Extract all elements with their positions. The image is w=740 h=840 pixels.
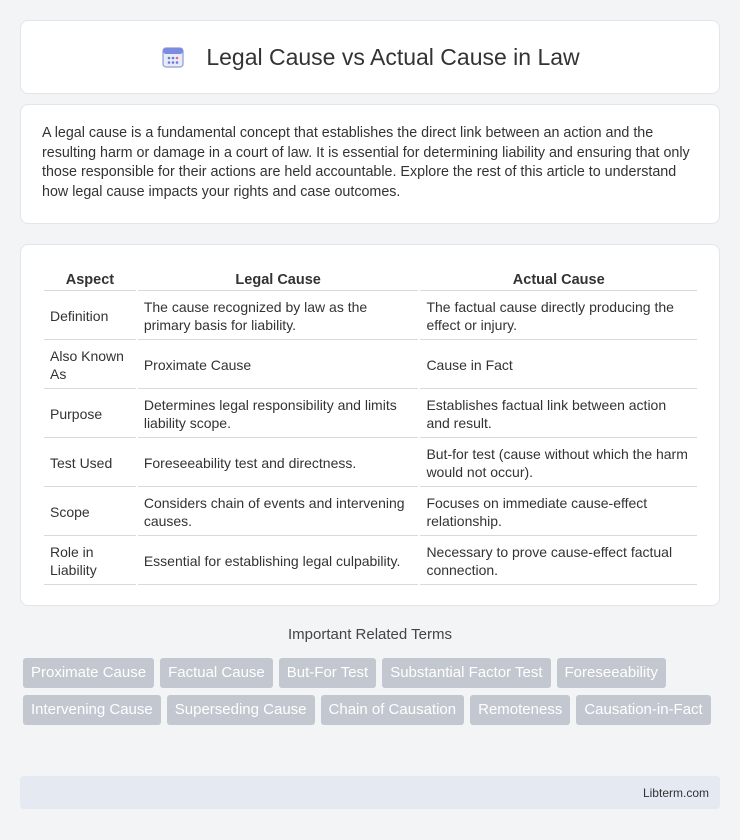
cell-actual: Cause in Fact — [420, 342, 697, 389]
footer-site-link[interactable]: Libterm.com — [642, 786, 709, 800]
term-tag[interactable]: Factual Cause — [160, 658, 273, 688]
title-card — [20, 20, 720, 94]
comparison-card — [20, 244, 720, 606]
cell-actual: Necessary to prove cause-effect factual connection. — [420, 538, 697, 585]
page-title: Legal Cause vs Actual Cause in Law — [206, 43, 580, 70]
term-tag[interactable]: But-For Test — [279, 658, 376, 688]
cell-actual: The factual cause directly producing the effect or injury. — [420, 293, 697, 340]
term-tag[interactable]: Causation-in-Fact — [576, 695, 710, 725]
calendar-icon — [160, 44, 186, 70]
term-tag[interactable]: Proximate Cause — [23, 658, 154, 688]
cell-aspect: Definition — [44, 293, 136, 340]
header-legal-cause: Legal Cause — [138, 267, 419, 291]
cell-legal: Considers chain of events and intervening causes. — [138, 489, 419, 536]
term-tag[interactable]: Superseding Cause — [167, 695, 315, 725]
cell-aspect: Role in Liability — [44, 538, 136, 585]
table-row — [44, 489, 697, 536]
term-tag[interactable]: Intervening Cause — [23, 695, 161, 725]
cell-actual: Establishes factual link between action and result. — [420, 391, 697, 438]
table-header-row — [44, 267, 697, 291]
term-tag[interactable]: Substantial Factor Test — [382, 658, 550, 688]
term-tag[interactable]: Chain of Causation — [321, 695, 465, 725]
cell-aspect: Test Used — [44, 440, 136, 487]
table-row — [44, 293, 697, 340]
cell-actual: Focuses on immediate cause-effect relationship. — [420, 489, 697, 536]
header-actual-cause: Actual Cause — [420, 267, 697, 291]
cell-legal: Foreseeability test and directness. — [138, 440, 419, 487]
cell-aspect: Purpose — [44, 391, 136, 438]
footer — [20, 776, 720, 809]
cell-aspect: Also Known As — [44, 342, 136, 389]
table-row — [44, 342, 697, 389]
term-tag[interactable]: Remoteness — [470, 695, 570, 725]
intro-card — [20, 104, 720, 224]
related-terms-title: Important Related Terms — [288, 626, 452, 643]
cell-legal: The cause recognized by law as the primary basis for liability. — [138, 293, 419, 340]
intro-text: A legal cause is a fundamental concept that establishes the direct link between an action and the resulting harm or damage in a court of law. It is essential for determining liability and ensuring that only those responsible for their actions are held accountable. Explore the rest of this article to understand how legal cause impacts your rights and case outcomes. — [42, 125, 690, 200]
table-row — [44, 538, 697, 585]
cell-aspect: Scope — [44, 489, 136, 536]
term-tag[interactable]: Foreseeability — [557, 658, 666, 688]
cell-actual: But-for test (cause without which the harm would not occur). — [420, 440, 697, 487]
header-aspect: Aspect — [44, 267, 136, 291]
cell-legal: Determines legal responsibility and limits liability scope. — [138, 391, 419, 438]
comparison-table — [42, 265, 699, 587]
table-row — [44, 391, 697, 438]
cell-legal: Essential for establishing legal culpability. — [138, 538, 419, 585]
related-terms-list — [23, 658, 723, 725]
cell-legal: Proximate Cause — [138, 342, 419, 389]
table-row — [44, 440, 697, 487]
